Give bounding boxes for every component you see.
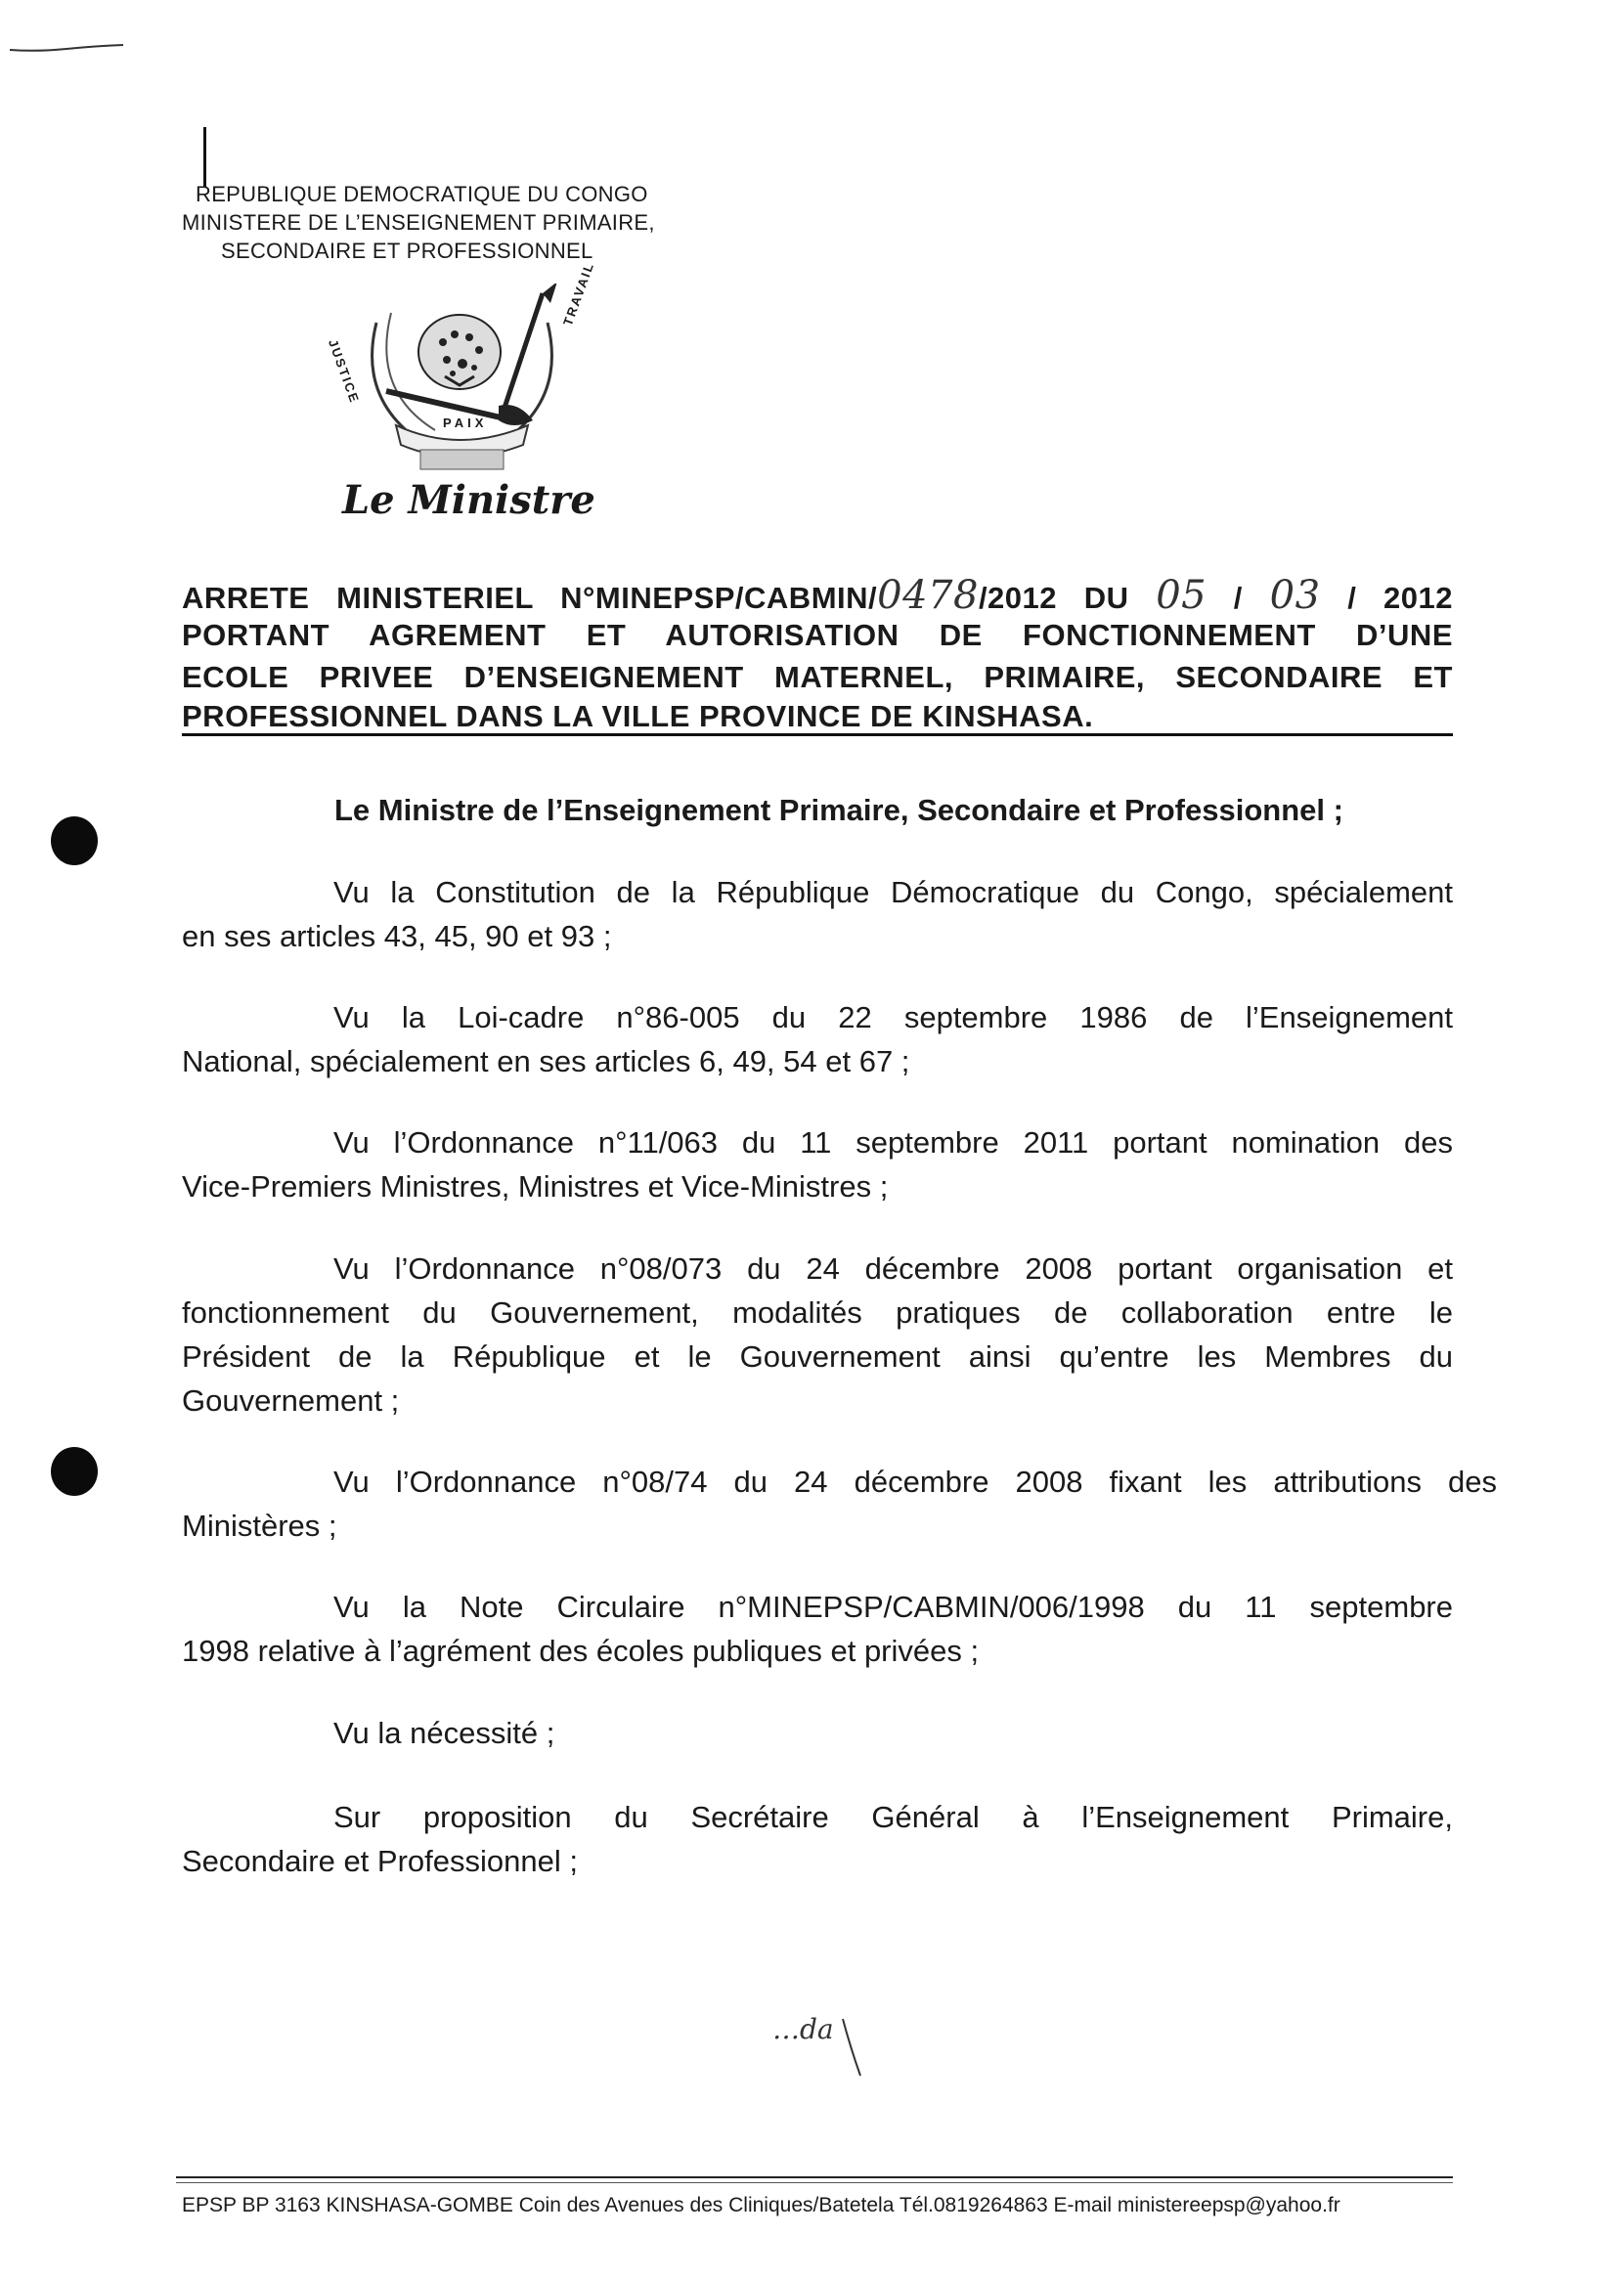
paragraph-line: National, spécialement en ses articles 6, 49, 54 et 67 ; xyxy=(182,1044,910,1078)
paragraph-line: Vu l’Ordonnance n°08/073 du 24 décembre 2008 portant organisation et xyxy=(333,1251,1453,1286)
decree-number-prefix: ARRETE MINISTERIEL N°MINEPSP/CABMIN/ xyxy=(182,581,878,615)
decree-title-line3: ECOLE PRIVEE D’ENSEIGNEMENT MATERNEL, PRIMAIRE, SECONDAIRE ET xyxy=(182,660,1453,694)
signature-title: Le Ministre xyxy=(342,477,595,523)
header-vertical-mark xyxy=(203,127,206,188)
paragraph-line: Vu l’Ordonnance n°08/74 du 24 décembre 2008 fixant les attributions des xyxy=(333,1465,1497,1499)
paragraph-line: Gouvernement ; xyxy=(182,1383,400,1418)
paragraph-line: fonctionnement du Gouvernement, modalités pratiques de collaboration entre le xyxy=(182,1295,1453,1330)
paragraph-line: Secondaire et Professionnel ; xyxy=(182,1844,578,1878)
decree-title-line2: PORTANT AGREMENT ET AUTORISATION DE FONCTIONNEMENT D’UNE xyxy=(182,618,1453,652)
emblem-motto-left: JUSTICE xyxy=(325,337,363,406)
punch-hole-top xyxy=(51,816,98,865)
paragraph-ordonnance-organisation xyxy=(182,1247,1453,1423)
paragraph-proposition xyxy=(182,1795,1453,1883)
paragraph-line: Vu la Note Circulaire n°MINEPSP/CABMIN/006/1998 du 11 septembre xyxy=(333,1590,1453,1624)
decree-title-line4: PROFESSIONNEL DANS LA VILLE PROVINCE DE KINSHASA. xyxy=(182,699,1094,733)
continuation-text: …da xyxy=(772,2013,834,2045)
paragraph-line: Ministères ; xyxy=(182,1509,337,1543)
paragraph-line: en ses articles 43, 45, 90 et 93 ; xyxy=(182,919,612,953)
handwritten-day: 05 xyxy=(1156,573,1207,618)
header-ministry-line2: SECONDAIRE ET PROFESSIONNEL xyxy=(221,239,593,263)
emblem-motto-bottom: PAIX xyxy=(443,416,488,430)
emblem-motto-right: TRAVAIL xyxy=(560,259,597,329)
paragraph-line: Vu l’Ordonnance n°11/063 du 11 septembre 2011 portant nomination des xyxy=(333,1125,1453,1160)
paragraph-ordonnance-nomination xyxy=(182,1120,1453,1208)
header-ministry-line1: MINISTERE DE L’ENSEIGNEMENT PRIMAIRE, xyxy=(182,210,655,235)
paragraph-line: Vu la Loi-cadre n°86-005 du 22 septembre 1986 de l’Enseignement xyxy=(333,1000,1453,1034)
footer-rule-thin xyxy=(176,2182,1453,2183)
decree-title-line1: ARRETE MINISTERIEL N°MINEPSP/CABMIN/0478/2012 DU 05 / 03 / 2012 xyxy=(182,573,1453,618)
handwritten-decree-number: 0478 xyxy=(877,573,979,618)
paragraph-necessite: Vu la nécessité ; xyxy=(333,1716,555,1750)
continuation-mark xyxy=(772,2009,880,2087)
decree-year-2: / 2012 xyxy=(1347,581,1453,615)
paragraph-loi-cadre xyxy=(182,995,1453,1083)
scan-mark xyxy=(8,41,125,53)
paragraph-constitution xyxy=(182,870,1453,958)
coat-of-arms-emblem xyxy=(325,259,597,479)
paragraph-ordonnance-attributions xyxy=(182,1460,1497,1548)
paragraph-line: Sur proposition du Secrétaire Général à l’Enseignement Primaire, xyxy=(333,1800,1453,1834)
paragraph-note-circulaire xyxy=(182,1585,1453,1673)
decree-year: /2012 DU xyxy=(978,581,1129,615)
minister-heading: Le Ministre de l’Enseignement Primaire, Secondaire et Professionnel ; xyxy=(334,793,1343,827)
paragraph-line: Président de la République et le Gouvernement ainsi qu’entre les Membres du xyxy=(182,1339,1453,1374)
footer-address: EPSP BP 3163 KINSHASA-GOMBE Coin des Avenues des Cliniques/Batetela Tél.0819264863 E-mail ministereepsp@yahoo.fr xyxy=(182,2194,1340,2216)
paragraph-line: Vu la Constitution de la République Démocratique du Congo, spécialement xyxy=(333,875,1453,909)
handwritten-month: 03 xyxy=(1269,573,1321,618)
header-country: REPUBLIQUE DEMOCRATIQUE DU CONGO xyxy=(196,182,648,206)
paragraph-line: Vice-Premiers Ministres, Ministres et Vice-Ministres ; xyxy=(182,1169,889,1204)
title-underline xyxy=(182,733,1453,736)
punch-hole-bottom xyxy=(51,1447,98,1496)
paragraph-line: 1998 relative à l’agrément des écoles publiques et privées ; xyxy=(182,1634,980,1668)
footer-rule xyxy=(176,2176,1453,2178)
